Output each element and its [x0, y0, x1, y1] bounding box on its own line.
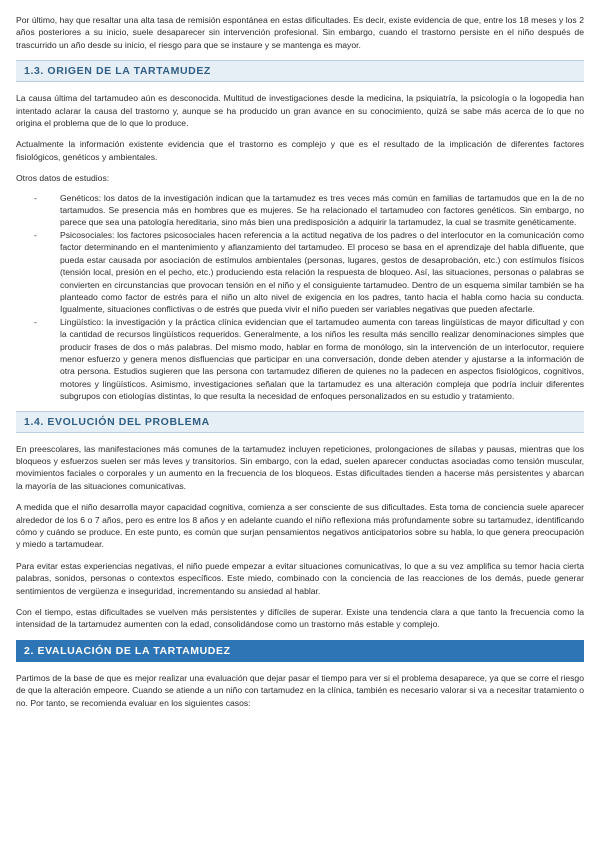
paragraph: La causa última del tartamudeo aún es desconocida. Multitud de investigaciones desde la medicina, la psiquiatría, la psicología o la logopedia han intentado aclarar la causa del trastorno y, aunque se ha producido un gran avance en su conocimiento, quizá se sabe más acerca de lo que no origina el problema que de lo que lo produce.: [16, 93, 584, 129]
factor-list: [16, 192, 584, 403]
list-item-psicosociales: - Psicosociales: los factores psicosociales hacen referencia a la actitud negativa de los padres o del interlocutor en la comunicación como factor determinando en el mantenimiento y afianzamiento del tartamudeo. El proceso se basa en el aprendizaje del habla difluente, que pueda estar causada por asociación de estímulos ambientales (personas, lugares, gestos de desaprobación, etc.) con estímulos físicos (tensión local, presión en el pecho, etc.) produciendo esta relación la respuesta de bloqueo. Así, las situaciones, personas o palabras se convierten en circunstancias que provocan tensión en el niño y el consiguiente tartamudeo. Dentro de un esquema similar también se ha planteado como factor de estrés para el niño un alto nivel de exigencia en los padres, tanto hacia el habla como hacia su conducta. Igualmente, situaciones conflictivas o de estrés que pueda vivir el niño pueden ser variables negativas que pueden afectarle.: [34, 229, 584, 315]
section-heading-evaluacion: 2. EVALUACIÓN DE LA TARTAMUDEZ: [16, 640, 584, 662]
paragraph: Actualmente la información existente evidencia que el trastorno es complejo y que es el resultado de la implicación de diferentes factores fisiológicos, genéticos y ambientales.: [16, 139, 584, 162]
paragraph: Con el tiempo, estas dificultades se vuelven más persistentes y difíciles de superar. Existe una tendencia clara a que tanto la frecuencia como la intensidad de la tartamudez aumenten con la edad, consolidándose como un trastorno más estable y complejo.: [16, 607, 584, 630]
dash-bullet: -: [34, 192, 37, 203]
intro-paragraph: Por último, hay que resaltar una alta tasa de remisión espontánea en estas dificultades. Es decir, existe evidencia de que, entre los 18 meses y los 2 años posteriores a su inicio, suele desaparecer sin intervención profesional. Sin embargo, cuando el trastorno persiste en el niño después de trascurrido un año desde su inicio, el riesgo para que se instaure y se mantenga es mayor.: [16, 15, 584, 50]
paragraph: A medida que el niño desarrolla mayor capacidad cognitiva, comienza a ser consciente de sus dificultades. Esta toma de conciencia suele aparecer alrededor de los 6 o 7 años, pero es entre los 8 años y en adelante cuando el niño reflexiona más profundamente sobre su tartamudez, identificando cómo y cuándo se produce. En este punto, es común que surjan pensamientos negativos anticipatorios sobre su habla, lo que genera preocupación y miedo a tartamudear.: [16, 502, 584, 550]
paragraph: Partimos de la base de que es mejor realizar una evaluación que dejar pasar el tiempo para ver si el problema desaparece, ya que se corre el riesgo de que la alteración empeore. Cuando se atiende a un niño con tartamudez en la clínica, también es necesario valorar si va a necesitar tratamiento o no. Por tanto, se recomienda evaluar en los siguientes casos:: [16, 672, 584, 708]
dash-bullet: -: [34, 316, 37, 327]
list-item-geneticos: - Genéticos: los datos de la investigación indican que la tartamudez es tres veces más común en familias de tartamudos que en la de no tartamudos. Se presencia más en hombres que es mujeres. Se ha relacionado el tartamudeo con factores genéticos. Sin embargo, no parece que sea una patología hereditaria, sino más bien una predisposición a adquirir la tartamudez, la cual se trasmite genéticamente.: [34, 192, 584, 228]
paragraph: En preescolares, las manifestaciones más comunes de la tartamudez incluyen repeticiones, prolongaciones de sílabas y pausas, mientras que los bloqueos y esfuerzos suelen ser más leves y transitorios. Sin embargo, con la edad, suelen aparecer conductas asociadas como tensión muscular, movimientos faciales o corporales y un aumento en la frecuencia de los bloqueos. Estas dificultades tienden a hacerse más persistentes y abarcan la mayoría de las situaciones comunicativas.: [16, 443, 584, 491]
list-item-linguistico: - Lingüístico: la investigación y la práctica clínica evidencian que el tartamudeo aumenta con tareas lingüísticas de mayor dificultad y con la cantidad de recursos lingüísticos requeridos. Generalmente, a los niños les resulta más sencillo realizar denominaciones simples que producir frases de dos o más palabras. Del mismo modo, hablar en forma de monólogo, sin la intervención de un interlocutor, requiere menor esfuerzo y genera menos disfluencias que participar en una conversación, donde deben atender y ajustarse a la información de otra persona. Estudios sugieren que las persona con tartamudez difieren de quienes no la padecen en aspectos fisiológicos, cognitivos, motores y lingüísticos. Asimismo, investigaciones señalan que la tartamudez es una alteración compleja que podría incluir diferentes subgrupos con etiologías distintas, lo que resulta la necesidad de enfoques personalizados en su estudio y tratamiento.: [34, 316, 584, 402]
dash-bullet: -: [34, 229, 37, 240]
section-heading-origen: 1.3. ORIGEN DE LA TARTAMUDEZ: [16, 60, 584, 82]
section-heading-evolucion: 1.4. EVOLUCIÓN DEL PROBLEMA: [16, 411, 584, 433]
paragraph: Para evitar estas experiencias negativas, el niño puede empezar a evitar situaciones comunicativas, lo que a su vez amplifica su temor hacia cierta palabras, sonidos, personas o contextos específicos. Este miedo, combinado con la conciencia de las reacciones de los demás, puede generar sentimientos de vergüenza e inseguridad, incrementando su ansiedad al hablar.: [16, 560, 584, 596]
paragraph: Otros datos de estudios:: [16, 173, 110, 184]
